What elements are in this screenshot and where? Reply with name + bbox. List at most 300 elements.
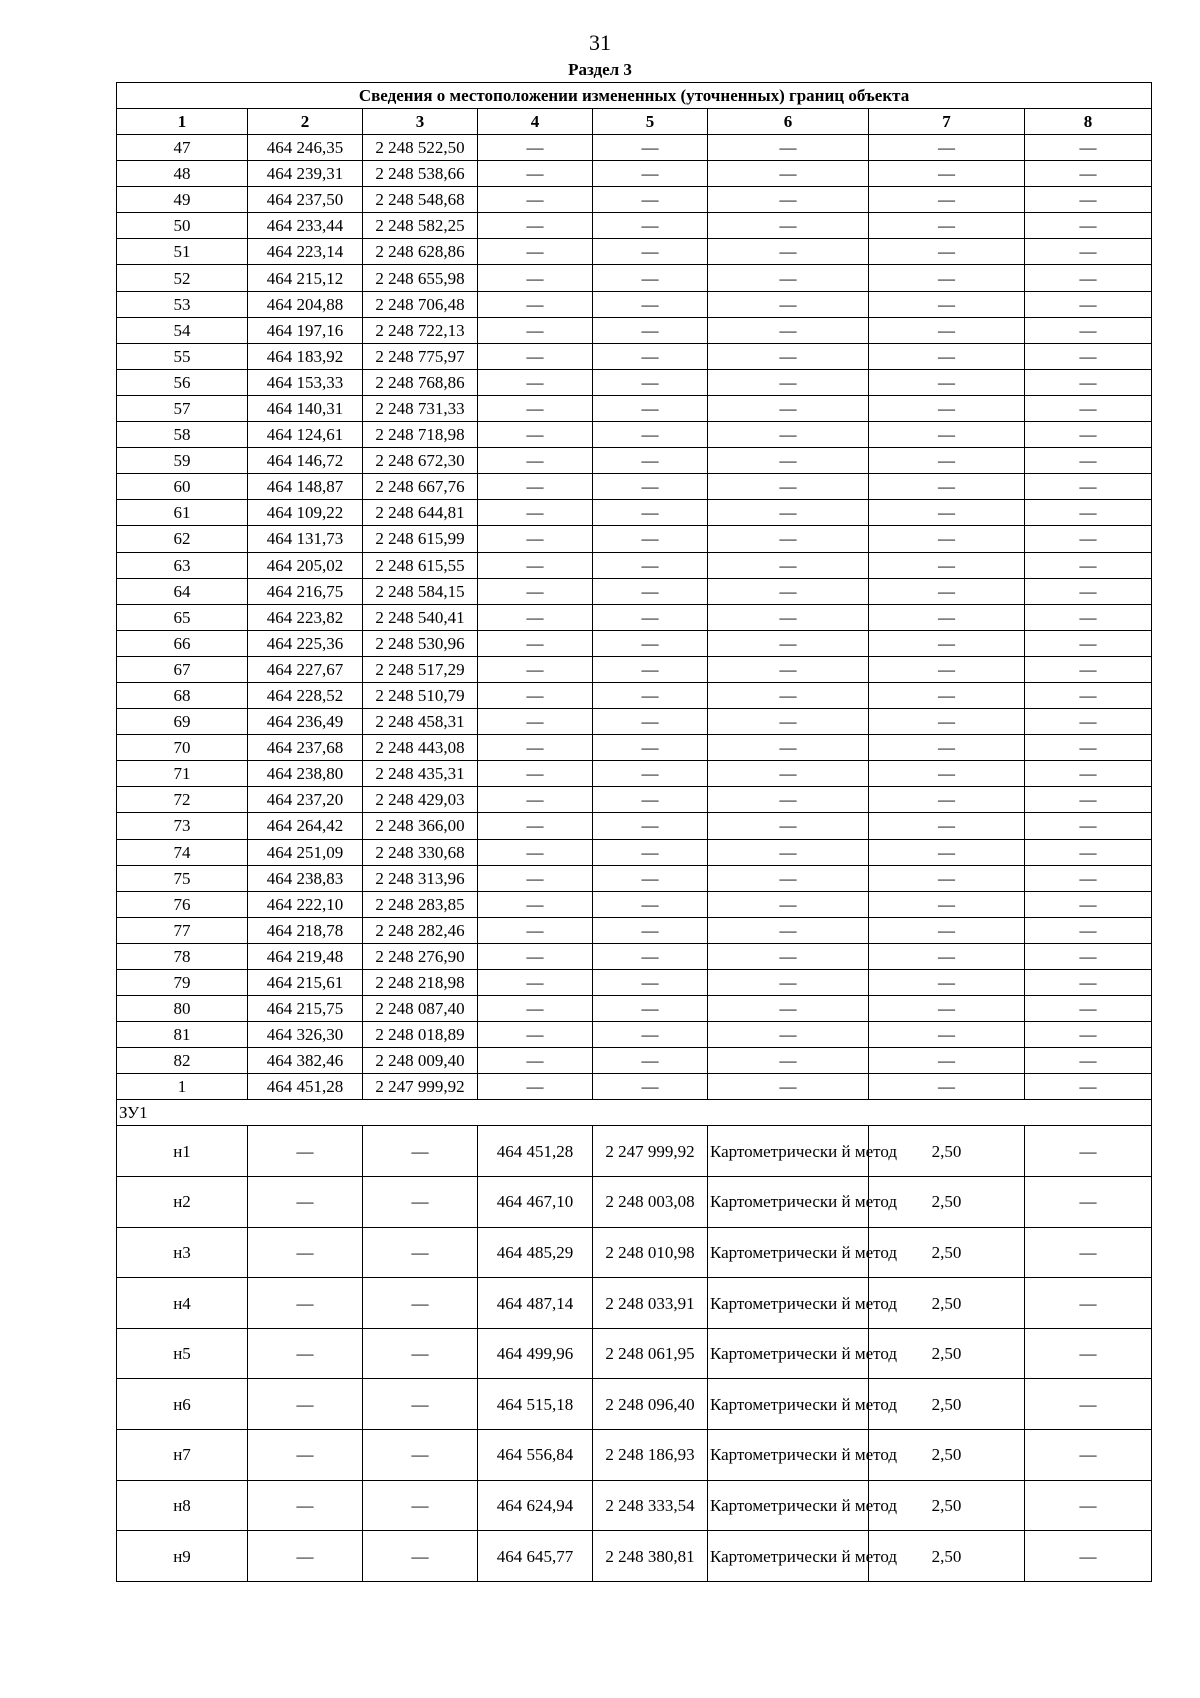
page-number: 31: [589, 30, 611, 55]
empty-value-cell: —: [478, 500, 593, 526]
point-id-cell: 58: [117, 422, 248, 448]
table-row: [117, 1379, 1152, 1430]
empty-value-cell: —: [593, 422, 708, 448]
empty-value-cell: —: [708, 865, 869, 891]
empty-value-cell: —: [478, 578, 593, 604]
empty-value-cell: —: [593, 943, 708, 969]
new-x-coordinate-cell: 464 499,96: [478, 1328, 593, 1379]
y-coordinate-cell: 2 248 366,00: [363, 813, 478, 839]
new-x-coordinate-cell: 464 624,94: [478, 1480, 593, 1531]
table-row: [117, 135, 1152, 161]
empty-value-cell: —: [593, 970, 708, 996]
empty-value-cell: —: [708, 656, 869, 682]
empty-value-cell: —: [1025, 135, 1152, 161]
accuracy-cell: 2,50: [869, 1531, 1025, 1582]
column-number: 4: [478, 109, 593, 135]
empty-value-cell: —: [869, 996, 1025, 1022]
empty-value-cell: —: [478, 943, 593, 969]
empty-value-cell: —: [593, 865, 708, 891]
point-id-cell: 52: [117, 265, 248, 291]
empty-value-cell: —: [363, 1278, 478, 1329]
x-coordinate-cell: 464 215,12: [248, 265, 363, 291]
table-row: [117, 709, 1152, 735]
new-y-coordinate-cell: 2 248 186,93: [593, 1430, 708, 1481]
empty-value-cell: —: [593, 448, 708, 474]
empty-value-cell: —: [869, 656, 1025, 682]
point-id-cell: 47: [117, 135, 248, 161]
empty-value-cell: —: [869, 369, 1025, 395]
empty-value-cell: —: [708, 735, 869, 761]
empty-value-cell: —: [593, 682, 708, 708]
empty-value-cell: —: [708, 317, 869, 343]
point-id-cell: н9: [117, 1531, 248, 1582]
empty-value-cell: —: [363, 1430, 478, 1481]
method-cell: Картометрически й метод: [708, 1328, 869, 1379]
y-coordinate-cell: 2 248 009,40: [363, 1048, 478, 1074]
y-coordinate-cell: 2 248 018,89: [363, 1022, 478, 1048]
empty-value-cell: —: [708, 917, 869, 943]
empty-value-cell: —: [708, 709, 869, 735]
method-cell: Картометрически й метод: [708, 1177, 869, 1228]
empty-value-cell: —: [478, 917, 593, 943]
empty-value-cell: —: [708, 213, 869, 239]
point-id-cell: 62: [117, 526, 248, 552]
point-id-cell: 76: [117, 891, 248, 917]
empty-value-cell: —: [593, 369, 708, 395]
empty-value-cell: —: [1025, 1379, 1152, 1430]
point-id-cell: 73: [117, 813, 248, 839]
empty-value-cell: —: [593, 239, 708, 265]
method-cell: Картометрически й метод: [708, 1379, 869, 1430]
point-id-cell: 68: [117, 682, 248, 708]
table-row: [117, 630, 1152, 656]
y-coordinate-cell: 2 248 768,86: [363, 369, 478, 395]
table-row: [117, 239, 1152, 265]
empty-value-cell: —: [593, 343, 708, 369]
empty-value-cell: —: [869, 578, 1025, 604]
point-id-cell: 79: [117, 970, 248, 996]
empty-value-cell: —: [869, 1074, 1025, 1100]
y-coordinate-cell: 2 248 548,68: [363, 187, 478, 213]
empty-value-cell: —: [708, 604, 869, 630]
x-coordinate-cell: 464 148,87: [248, 474, 363, 500]
point-id-cell: 72: [117, 787, 248, 813]
empty-value-cell: —: [593, 526, 708, 552]
table-row: [117, 578, 1152, 604]
empty-value-cell: —: [478, 369, 593, 395]
point-id-cell: н1: [117, 1126, 248, 1177]
table-row: [117, 1048, 1152, 1074]
new-x-coordinate-cell: 464 515,18: [478, 1379, 593, 1430]
point-id-cell: 51: [117, 239, 248, 265]
empty-value-cell: —: [478, 161, 593, 187]
empty-value-cell: —: [869, 135, 1025, 161]
x-coordinate-cell: 464 215,61: [248, 970, 363, 996]
new-x-coordinate-cell: 464 485,29: [478, 1227, 593, 1278]
point-id-cell: 50: [117, 213, 248, 239]
empty-value-cell: —: [869, 448, 1025, 474]
empty-value-cell: —: [708, 682, 869, 708]
empty-value-cell: —: [1025, 1531, 1152, 1582]
empty-value-cell: —: [363, 1531, 478, 1582]
empty-value-cell: —: [593, 656, 708, 682]
point-id-cell: 54: [117, 317, 248, 343]
empty-value-cell: —: [708, 839, 869, 865]
table-row: [117, 1328, 1152, 1379]
empty-value-cell: —: [708, 369, 869, 395]
x-coordinate-cell: 464 205,02: [248, 552, 363, 578]
y-coordinate-cell: 2 248 615,55: [363, 552, 478, 578]
empty-value-cell: —: [593, 787, 708, 813]
empty-value-cell: —: [593, 474, 708, 500]
table-row: [117, 187, 1152, 213]
empty-value-cell: —: [593, 891, 708, 917]
empty-value-cell: —: [478, 343, 593, 369]
method-cell: Картометрически й метод: [708, 1126, 869, 1177]
empty-value-cell: —: [869, 839, 1025, 865]
empty-value-cell: —: [478, 735, 593, 761]
y-coordinate-cell: 2 248 522,50: [363, 135, 478, 161]
new-y-coordinate-cell: 2 248 003,08: [593, 1177, 708, 1228]
empty-value-cell: —: [1025, 395, 1152, 421]
empty-value-cell: —: [593, 135, 708, 161]
method-cell: Картометрически й метод: [708, 1531, 869, 1582]
empty-value-cell: —: [869, 682, 1025, 708]
empty-value-cell: —: [869, 265, 1025, 291]
column-number: 8: [1025, 109, 1152, 135]
column-number-row: [117, 109, 1152, 135]
table-row: [117, 1074, 1152, 1100]
point-id-cell: 81: [117, 1022, 248, 1048]
point-id-cell: 75: [117, 865, 248, 891]
empty-value-cell: —: [708, 474, 869, 500]
table-row: [117, 1227, 1152, 1278]
empty-value-cell: —: [869, 735, 1025, 761]
table-row: [117, 1480, 1152, 1531]
empty-value-cell: —: [593, 839, 708, 865]
new-x-coordinate-cell: 464 487,14: [478, 1278, 593, 1329]
x-coordinate-cell: 464 227,67: [248, 656, 363, 682]
empty-value-cell: —: [593, 578, 708, 604]
new-y-coordinate-cell: 2 248 380,81: [593, 1531, 708, 1582]
column-number: 5: [593, 109, 708, 135]
empty-value-cell: —: [593, 1048, 708, 1074]
x-coordinate-cell: 464 238,80: [248, 761, 363, 787]
empty-value-cell: —: [869, 291, 1025, 317]
x-coordinate-cell: 464 223,14: [248, 239, 363, 265]
column-number: 2: [248, 109, 363, 135]
accuracy-cell: 2,50: [869, 1328, 1025, 1379]
point-id-cell: 74: [117, 839, 248, 865]
empty-value-cell: —: [478, 135, 593, 161]
y-coordinate-cell: 2 248 775,97: [363, 343, 478, 369]
table-row: [117, 474, 1152, 500]
empty-value-cell: —: [478, 996, 593, 1022]
table-row: [117, 265, 1152, 291]
empty-value-cell: —: [248, 1430, 363, 1481]
empty-value-cell: —: [478, 656, 593, 682]
empty-value-cell: —: [593, 161, 708, 187]
point-id-cell: 71: [117, 761, 248, 787]
x-coordinate-cell: 464 124,61: [248, 422, 363, 448]
empty-value-cell: —: [1025, 526, 1152, 552]
empty-value-cell: —: [708, 1048, 869, 1074]
x-coordinate-cell: 464 382,46: [248, 1048, 363, 1074]
empty-value-cell: —: [869, 161, 1025, 187]
table-row: [117, 996, 1152, 1022]
empty-value-cell: —: [869, 474, 1025, 500]
group-label: ЗУ1: [117, 1100, 1152, 1126]
table-row: [117, 291, 1152, 317]
y-coordinate-cell: 2 248 313,96: [363, 865, 478, 891]
empty-value-cell: —: [708, 239, 869, 265]
empty-value-cell: —: [1025, 343, 1152, 369]
empty-value-cell: —: [478, 970, 593, 996]
table-caption: Сведения о местоположении измененных (уточненных) границ объекта: [117, 83, 1152, 109]
table-row: [117, 1430, 1152, 1481]
empty-value-cell: —: [708, 187, 869, 213]
point-id-cell: 1: [117, 1074, 248, 1100]
y-coordinate-cell: 2 248 282,46: [363, 917, 478, 943]
empty-value-cell: —: [708, 395, 869, 421]
empty-value-cell: —: [1025, 317, 1152, 343]
empty-value-cell: —: [869, 187, 1025, 213]
x-coordinate-cell: 464 251,09: [248, 839, 363, 865]
empty-value-cell: —: [478, 395, 593, 421]
empty-value-cell: —: [1025, 787, 1152, 813]
empty-value-cell: —: [1025, 552, 1152, 578]
point-id-cell: н3: [117, 1227, 248, 1278]
empty-value-cell: —: [1025, 291, 1152, 317]
point-id-cell: н6: [117, 1379, 248, 1430]
point-id-cell: 67: [117, 656, 248, 682]
empty-value-cell: —: [708, 1074, 869, 1100]
y-coordinate-cell: 2 248 087,40: [363, 996, 478, 1022]
empty-value-cell: —: [708, 970, 869, 996]
empty-value-cell: —: [478, 526, 593, 552]
empty-value-cell: —: [478, 630, 593, 656]
new-x-coordinate-cell: 464 556,84: [478, 1430, 593, 1481]
empty-value-cell: —: [248, 1379, 363, 1430]
empty-value-cell: —: [593, 265, 708, 291]
point-id-cell: н7: [117, 1430, 248, 1481]
empty-value-cell: —: [869, 761, 1025, 787]
table-row: [117, 213, 1152, 239]
empty-value-cell: —: [869, 239, 1025, 265]
empty-value-cell: —: [363, 1379, 478, 1430]
empty-value-cell: —: [248, 1126, 363, 1177]
table-row: [117, 1126, 1152, 1177]
empty-value-cell: —: [1025, 917, 1152, 943]
x-coordinate-cell: 464 228,52: [248, 682, 363, 708]
empty-value-cell: —: [708, 813, 869, 839]
empty-value-cell: —: [248, 1278, 363, 1329]
empty-value-cell: —: [593, 187, 708, 213]
empty-value-cell: —: [1025, 709, 1152, 735]
empty-value-cell: —: [869, 343, 1025, 369]
table-row: [117, 839, 1152, 865]
accuracy-cell: 2,50: [869, 1379, 1025, 1430]
column-number: 7: [869, 109, 1025, 135]
table-row: [117, 526, 1152, 552]
empty-value-cell: —: [869, 526, 1025, 552]
table-row: [117, 161, 1152, 187]
y-coordinate-cell: 2 248 443,08: [363, 735, 478, 761]
empty-value-cell: —: [869, 709, 1025, 735]
accuracy-cell: 2,50: [869, 1227, 1025, 1278]
table-row: [117, 369, 1152, 395]
x-coordinate-cell: 464 216,75: [248, 578, 363, 604]
point-id-cell: 64: [117, 578, 248, 604]
empty-value-cell: —: [708, 135, 869, 161]
empty-value-cell: —: [478, 187, 593, 213]
empty-value-cell: —: [1025, 265, 1152, 291]
table-row: [117, 1531, 1152, 1582]
empty-value-cell: —: [869, 943, 1025, 969]
empty-value-cell: —: [593, 317, 708, 343]
empty-value-cell: —: [593, 709, 708, 735]
boundary-table: [116, 82, 1152, 1582]
table-row: [117, 656, 1152, 682]
empty-value-cell: —: [1025, 474, 1152, 500]
empty-value-cell: —: [593, 917, 708, 943]
empty-value-cell: —: [869, 395, 1025, 421]
empty-value-cell: —: [869, 552, 1025, 578]
empty-value-cell: —: [708, 422, 869, 448]
empty-value-cell: —: [478, 291, 593, 317]
table-row: [117, 1177, 1152, 1228]
empty-value-cell: —: [708, 996, 869, 1022]
y-coordinate-cell: 2 248 722,13: [363, 317, 478, 343]
empty-value-cell: —: [708, 943, 869, 969]
point-id-cell: 70: [117, 735, 248, 761]
empty-value-cell: —: [1025, 865, 1152, 891]
empty-value-cell: —: [1025, 970, 1152, 996]
x-coordinate-cell: 464 223,82: [248, 604, 363, 630]
point-id-cell: 65: [117, 604, 248, 630]
table-row: [117, 943, 1152, 969]
empty-value-cell: —: [1025, 1227, 1152, 1278]
x-coordinate-cell: 464 215,75: [248, 996, 363, 1022]
point-id-cell: 55: [117, 343, 248, 369]
x-coordinate-cell: 464 239,31: [248, 161, 363, 187]
empty-value-cell: —: [363, 1227, 478, 1278]
point-id-cell: 61: [117, 500, 248, 526]
x-coordinate-cell: 464 140,31: [248, 395, 363, 421]
point-id-cell: н8: [117, 1480, 248, 1531]
empty-value-cell: —: [869, 917, 1025, 943]
empty-value-cell: —: [363, 1126, 478, 1177]
empty-value-cell: —: [1025, 213, 1152, 239]
point-id-cell: н4: [117, 1278, 248, 1329]
x-coordinate-cell: 464 183,92: [248, 343, 363, 369]
empty-value-cell: —: [478, 787, 593, 813]
empty-value-cell: —: [1025, 1328, 1152, 1379]
empty-value-cell: —: [478, 1074, 593, 1100]
method-cell: Картометрически й метод: [708, 1278, 869, 1329]
empty-value-cell: —: [478, 761, 593, 787]
y-coordinate-cell: 2 248 615,99: [363, 526, 478, 552]
accuracy-cell: 2,50: [869, 1278, 1025, 1329]
x-coordinate-cell: 464 264,42: [248, 813, 363, 839]
empty-value-cell: —: [363, 1328, 478, 1379]
y-coordinate-cell: 2 248 672,30: [363, 448, 478, 474]
y-coordinate-cell: 2 248 517,29: [363, 656, 478, 682]
column-number: 1: [117, 109, 248, 135]
empty-value-cell: —: [363, 1480, 478, 1531]
empty-value-cell: —: [363, 1177, 478, 1228]
empty-value-cell: —: [1025, 630, 1152, 656]
y-coordinate-cell: 2 248 667,76: [363, 474, 478, 500]
empty-value-cell: —: [1025, 735, 1152, 761]
empty-value-cell: —: [708, 630, 869, 656]
new-x-coordinate-cell: 464 467,10: [478, 1177, 593, 1228]
section-title: Раздел 3: [568, 60, 632, 79]
x-coordinate-cell: 464 219,48: [248, 943, 363, 969]
table-row: [117, 604, 1152, 630]
table-row: [117, 500, 1152, 526]
new-y-coordinate-cell: 2 248 333,54: [593, 1480, 708, 1531]
x-coordinate-cell: 464 233,44: [248, 213, 363, 239]
table-row: [117, 1022, 1152, 1048]
empty-value-cell: —: [1025, 1048, 1152, 1074]
empty-value-cell: —: [869, 787, 1025, 813]
empty-value-cell: —: [593, 552, 708, 578]
table-row: [117, 682, 1152, 708]
y-coordinate-cell: 2 248 706,48: [363, 291, 478, 317]
y-coordinate-cell: 2 248 655,98: [363, 265, 478, 291]
accuracy-cell: 2,50: [869, 1126, 1025, 1177]
new-y-coordinate-cell: 2 248 033,91: [593, 1278, 708, 1329]
x-coordinate-cell: 464 146,72: [248, 448, 363, 474]
empty-value-cell: —: [478, 1048, 593, 1074]
point-id-cell: 57: [117, 395, 248, 421]
empty-value-cell: —: [478, 213, 593, 239]
empty-value-cell: —: [478, 448, 593, 474]
empty-value-cell: —: [708, 891, 869, 917]
empty-value-cell: —: [1025, 604, 1152, 630]
x-coordinate-cell: 464 153,33: [248, 369, 363, 395]
point-id-cell: 82: [117, 1048, 248, 1074]
point-id-cell: 77: [117, 917, 248, 943]
column-number: 3: [363, 109, 478, 135]
empty-value-cell: —: [708, 343, 869, 369]
empty-value-cell: —: [478, 239, 593, 265]
empty-value-cell: —: [1025, 891, 1152, 917]
x-coordinate-cell: 464 326,30: [248, 1022, 363, 1048]
empty-value-cell: —: [869, 317, 1025, 343]
y-coordinate-cell: 2 248 584,15: [363, 578, 478, 604]
empty-value-cell: —: [1025, 422, 1152, 448]
point-id-cell: н5: [117, 1328, 248, 1379]
empty-value-cell: —: [593, 1074, 708, 1100]
y-coordinate-cell: 2 248 218,98: [363, 970, 478, 996]
empty-value-cell: —: [1025, 1430, 1152, 1481]
table-row: [117, 891, 1152, 917]
empty-value-cell: —: [869, 604, 1025, 630]
new-x-coordinate-cell: 464 451,28: [478, 1126, 593, 1177]
x-coordinate-cell: 464 238,83: [248, 865, 363, 891]
y-coordinate-cell: 2 248 731,33: [363, 395, 478, 421]
empty-value-cell: —: [869, 1022, 1025, 1048]
empty-value-cell: —: [593, 395, 708, 421]
y-coordinate-cell: 2 248 429,03: [363, 787, 478, 813]
table-row: [117, 317, 1152, 343]
empty-value-cell: —: [708, 761, 869, 787]
empty-value-cell: —: [708, 552, 869, 578]
empty-value-cell: —: [478, 474, 593, 500]
table-row: [117, 395, 1152, 421]
